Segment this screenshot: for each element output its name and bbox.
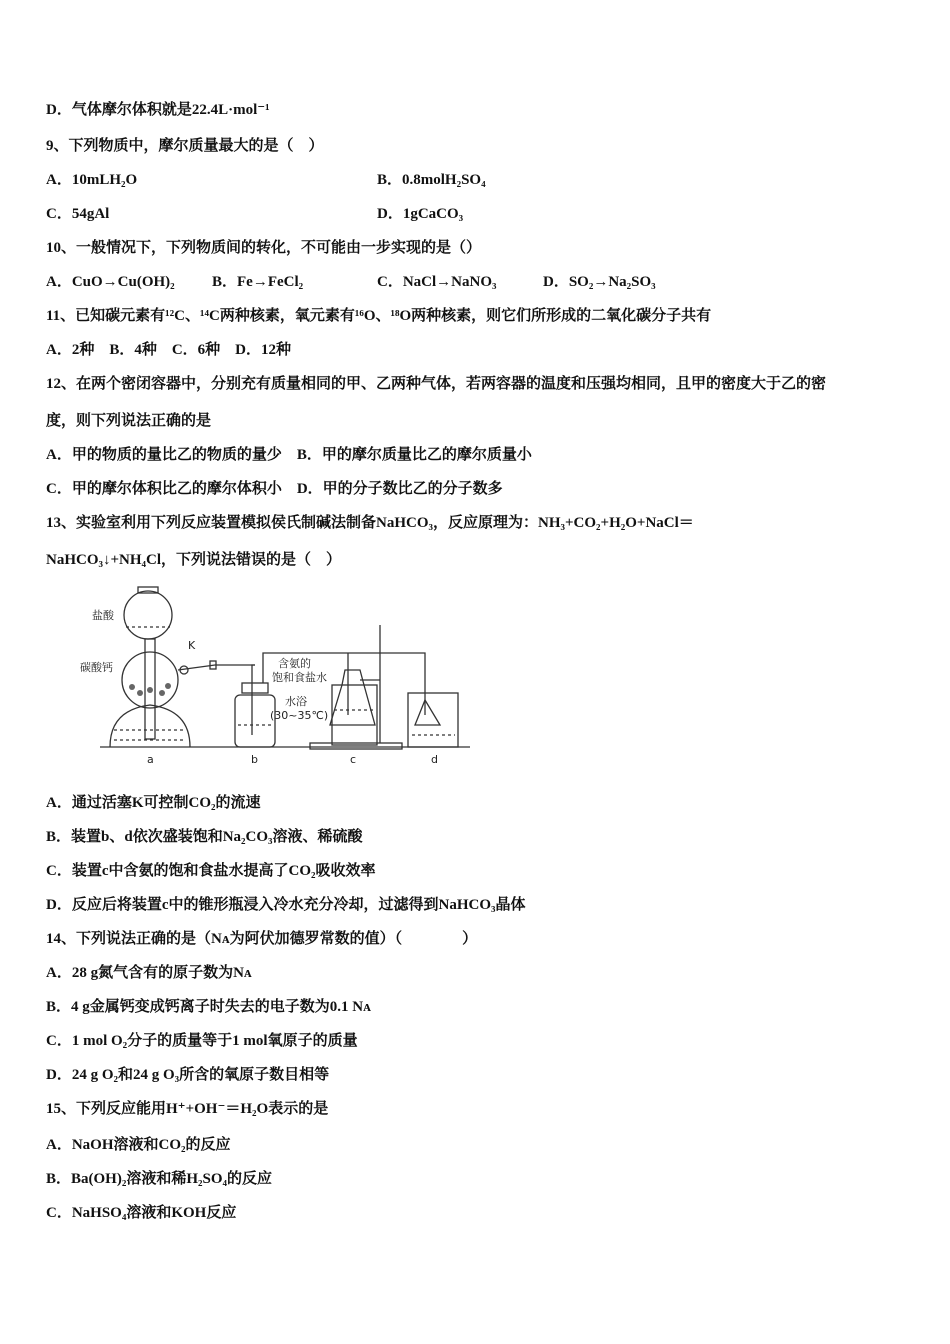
q8-option-d: D．气体摩尔体积就是22.4L·mol⁻¹ xyxy=(46,102,270,118)
q15-stem: 15、下列反应能用H⁺+OH⁻＝H₂O表示的是 xyxy=(46,1101,329,1117)
q10-option-c: C．NaCl→NaNO₃ xyxy=(377,274,497,290)
label-nh3-brine-1: 含氨的 xyxy=(278,657,311,670)
q9-option-d: D．1gCaCO₃ xyxy=(377,206,464,222)
q14-stem: 14、下列说法正确的是（Nᴀ为阿伏加德罗常数的值）（ ） xyxy=(46,931,478,947)
q10-option-d: D．SO₂→Na₂SO₃ xyxy=(543,274,656,290)
q15-option-a: A．NaOH溶液和CO₂的反应 xyxy=(46,1137,231,1153)
label-nh3-brine-2: 饱和食盐水 xyxy=(272,671,327,684)
kipp-apparatus-a xyxy=(110,587,255,747)
q15-option-c: C．NaHSO₄溶液和KOH反应 xyxy=(46,1205,237,1221)
q11-stem: 11、已知碳元素有¹²C、¹⁴C两种核素，氧元素有¹⁶O、¹⁸O两种核素，则它们所形成的二氧化碳分子共有 xyxy=(46,308,712,324)
label-water-bath: 水浴 xyxy=(285,695,307,708)
q13-option-d: D．反应后将装置c中的锥形瓶浸入冷水充分冷却，过滤得到NaHCO₃晶体 xyxy=(46,897,526,913)
q10-option-a: A．CuO→Cu(OH)₂ xyxy=(46,274,175,290)
q13-option-a: A．通过活塞K可控制CO₂的流速 xyxy=(46,795,261,811)
q13-option-b: B．装置b、d依次盛装饱和Na₂CO₃溶液、稀硫酸 xyxy=(46,829,363,845)
q12-stem-line2: 度，则下列说法正确的是 xyxy=(46,413,212,429)
q12-options-ab: A．甲的物质的量比乙的物质的量少 B．甲的摩尔质量比乙的摩尔质量小 xyxy=(46,447,532,463)
q9-stem: 9、下列物质中，摩尔质量最大的是（ ） xyxy=(46,138,324,154)
q15-option-b: B．Ba(OH)₂溶液和稀H₂SO₄的反应 xyxy=(46,1171,273,1187)
wash-bottle-b xyxy=(235,653,425,747)
q13-stem-line1: 13、实验室利用下列反应装置模拟侯氏制碱法制备NaHCO₃，反应原理为：NH₃+CO₂+H₂O+NaCl＝ xyxy=(46,515,694,531)
q10-stem: 10、一般情况下，下列物质间的转化，不可能由一步实现的是（） xyxy=(46,240,482,256)
beaker-d xyxy=(408,693,458,747)
q14-option-b: B．4 g金属钙变成钙离子时失去的电子数为0.1 Nᴀ xyxy=(46,999,371,1015)
q13-stem-line2: NaHCO₃↓+NH₄Cl，下列说法错误的是（ ） xyxy=(46,552,342,568)
q13-option-c: C．装置c中含氨的饱和食盐水提高了CO₂吸收效率 xyxy=(46,863,376,879)
q14-option-a: A．28 g氮气含有的原子数为Nᴀ xyxy=(46,965,252,981)
q14-option-c: C．1 mol O₂分子的质量等于1 mol氧原子的质量 xyxy=(46,1033,358,1049)
label-c: c xyxy=(350,753,357,766)
q14-option-d: D．24 g O₂和24 g O₃所含的氧原子数目相等 xyxy=(46,1067,330,1083)
q10-option-b: B．Fe→FeCl₂ xyxy=(212,274,304,290)
label-caco3: 碳酸钙 xyxy=(80,661,113,674)
q9-option-a: A．10mLH₂O xyxy=(46,172,138,188)
label-water-bath-temp: (30~35℃) xyxy=(270,709,329,722)
label-b: b xyxy=(251,753,258,766)
label-a: a xyxy=(147,753,154,766)
apparatus-diagram xyxy=(80,585,480,770)
q9-option-c: C．54gAl xyxy=(46,206,110,222)
q12-options-cd: C．甲的摩尔体积比乙的摩尔体积小 D．甲的分子数比乙的分子数多 xyxy=(46,481,503,497)
label-d: d xyxy=(431,753,438,766)
label-k: K xyxy=(188,639,196,652)
q11-options: A．2种 B．4种 C．6种 D．12种 xyxy=(46,342,292,358)
q9-option-b: B．0.8molH₂SO₄ xyxy=(377,172,486,188)
reaction-flask-c xyxy=(310,625,402,749)
q12-stem-line1: 12、在两个密闭容器中，分别充有质量相同的甲、乙两种气体，若两容器的温度和压强均相同，且甲的密度大于乙的密 xyxy=(46,376,827,392)
label-hcl: 盐酸 xyxy=(92,609,114,622)
